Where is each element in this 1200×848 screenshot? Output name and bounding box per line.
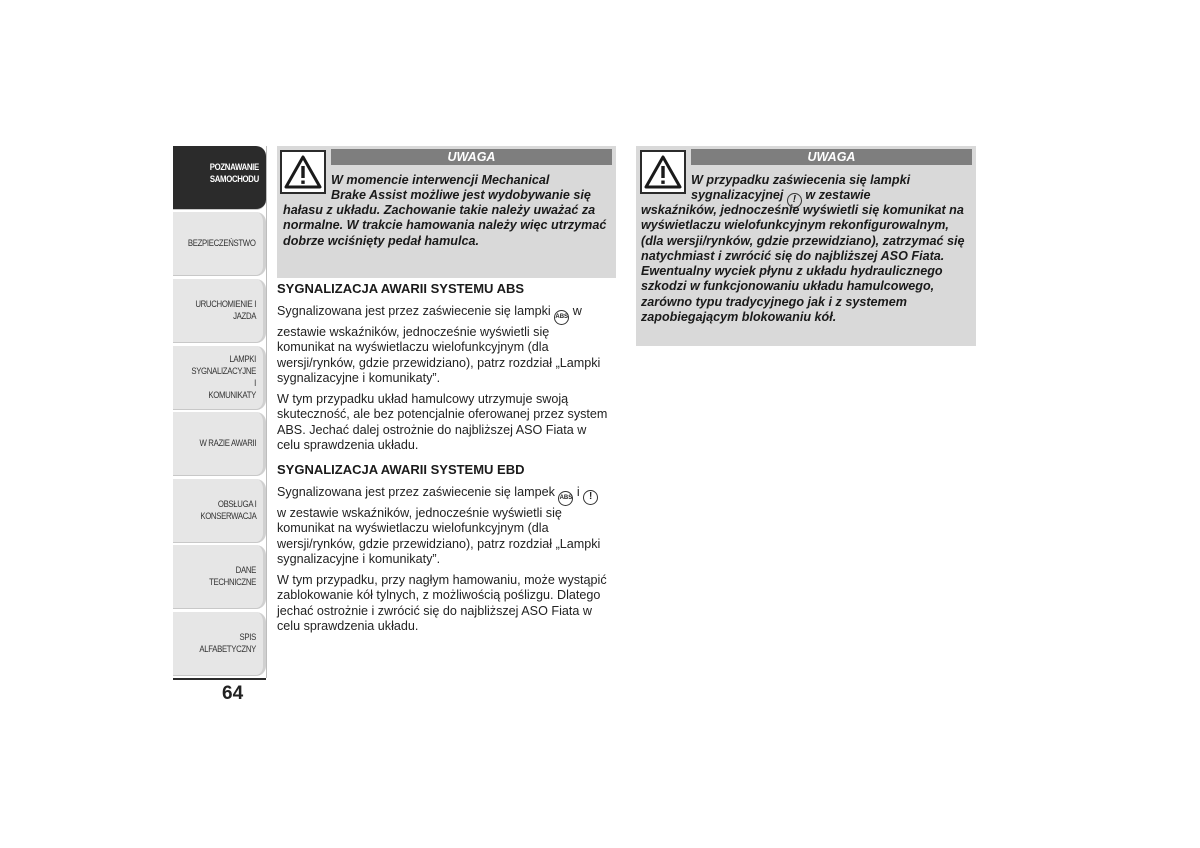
warning-triangle-icon	[280, 150, 326, 194]
tab-lampki-sygnalizacyjne[interactable]: LAMPKI SYGNALIZACYJNE I KOMUNIKATY	[173, 346, 266, 410]
section-body-abs	[277, 304, 609, 453]
tab-dane-techniczne[interactable]: DANE TECHNICZNE	[173, 545, 266, 609]
tab-bezpieczenstwo[interactable]: BEZPIECZEŃSTWO	[173, 212, 266, 276]
section-heading-abs: SYGNALIZACJA AWARII SYSTEMU ABS	[277, 281, 525, 296]
sidebar-divider	[266, 146, 267, 678]
brake-warning-icon: !	[583, 490, 598, 505]
warning-title: UWAGA	[691, 149, 972, 165]
warning-text-body: wskaźników, jednocześnie wyświetli się komunikat na wyświetlaczu wielofunkcyjnym rekonfigurowalnym, (dla wersji/rynków, gdzie przewidziano), zatrzymać się natychmiast i zwrócić się do najbliższej ASO Fiata. Ewentualny wyciek płynu z układu hydraulicznego szkodzi w funkcjonowaniu układu hamulcowego, zarówno typu tradycyjnego jak i z systemem zapobiegającym blokowaniu kół.	[641, 203, 965, 325]
warning-text-lead: W momencie interwencji Mechanical Brake Assist możliwe jest wydobywanie się	[331, 173, 591, 203]
brake-warning-icon: !	[787, 193, 802, 208]
tab-spis-alfabetyczny[interactable]: SPIS ALFABETYCZNY	[173, 612, 266, 676]
paragraph: W tym przypadku, przy nagłym hamowaniu, może wystąpić zablokowanie kół tylnych, z możliwością poślizgu. Dlatego jechać ostrożnie i zwrócić się do najbliższej ASO Fiata w celu sprawdzenia układu.	[277, 573, 607, 634]
sidebar-bottom-rule	[173, 678, 266, 680]
paragraph: Sygnalizowana jest przez zaświecenie się lampki ABS w zestawie wskaźników, jednocześnie wyświetli się komunikat na wyświetlaczu wielofunkcyjnym (dla wersji/rynków, gdzie przewidziano), patrz rozdział „Lampki sygnalizacyjne i komunikaty”.	[277, 304, 601, 385]
section-body-ebd	[277, 485, 609, 634]
abs-warning-icon: ABS	[558, 491, 573, 506]
tab-obsluga-i-konserwacja[interactable]: OBSŁUGA I KONSERWACJA	[173, 479, 266, 543]
paragraph: W tym przypadku układ hamulcowy utrzymuje swoją skuteczność, ale bez potencjalnie oferowanej przez system ABS. Jechać dalej ostrożnie do najbliższej ASO Fiata w celu sprawdzenia układu.	[277, 392, 608, 453]
warning-text-body: hałasu z układu. Zachowanie takie należy uważać za normalne. W trakcie hamowania należy więc utrzymać dobrze wciśnięty pedał hamulca.	[283, 203, 607, 248]
paragraph: Sygnalizowana jest przez zaświecenie się lampek ABS i ! w zestawie wskaźników, jednocześnie wyświetli się komunikat na wyświetlaczu wielofunkcyjnym (dla wersji/rynków, gdzie przewidziano), patrz rozdział „Lampki sygnalizacyjne i komunikaty”.	[277, 485, 601, 566]
tab-uruchomienie-i-jazda[interactable]: URUCHOMIENIE I JAZDA	[173, 279, 266, 343]
warning-box-right	[636, 146, 976, 346]
tab-w-razie-awarii[interactable]: W RAZIE AWARII	[173, 412, 266, 476]
tab-poznawanie-samochodu[interactable]: POZNAWANIE SAMOCHODU	[173, 146, 266, 210]
section-heading-ebd: SYGNALIZACJA AWARII SYSTEMU EBD	[277, 462, 525, 477]
warning-title: UWAGA	[331, 149, 612, 165]
page-number: 64	[222, 683, 244, 704]
abs-warning-icon: ABS	[554, 310, 569, 325]
warning-text-lead: W przypadku zaświecenia się lampki sygnalizacyjnej ! w zestawie	[691, 173, 972, 208]
warning-triangle-icon	[640, 150, 686, 194]
warning-box-left	[277, 146, 616, 278]
